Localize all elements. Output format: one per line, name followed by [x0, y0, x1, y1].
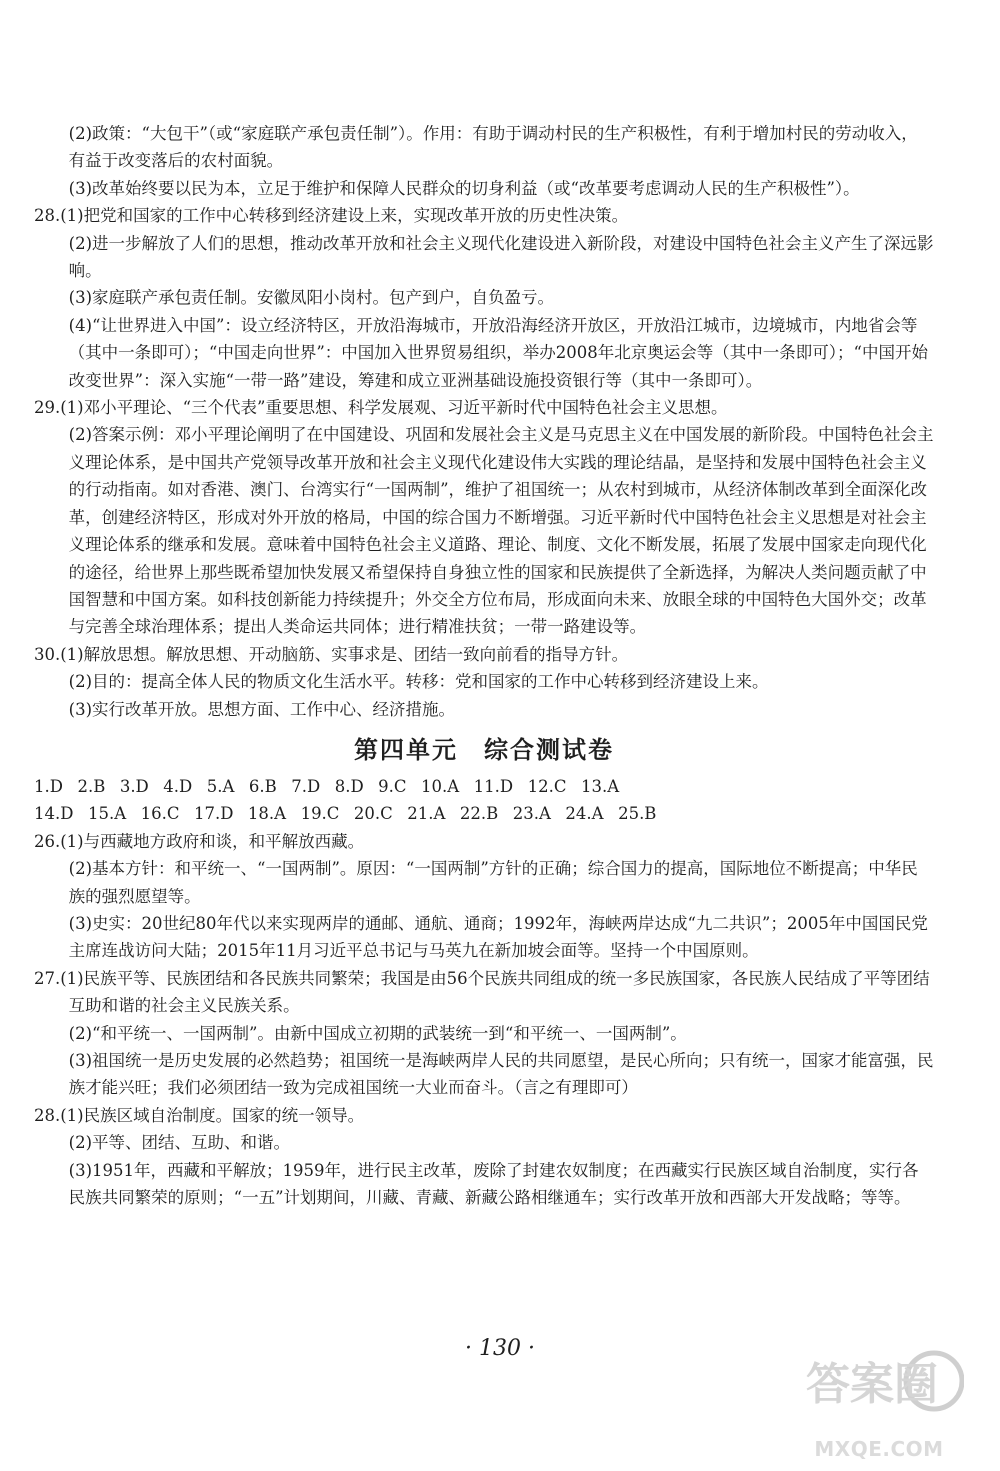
intro-line-2: (3)改革始终要以民为本，立足于维护和保障人民群众的切身利益（或“改革要考虑调动人民的生产积极性”）。	[68, 178, 860, 198]
watermark-icon	[794, 1341, 964, 1431]
q27-part3: (3)祖国统一是历史发展的必然趋势；祖国统一是海峡两岸人民的共同愿望，是民心所向；只有统一，国家才能富强，民族才能兴旺；我们必须团结一致为完成祖国统一大业而奋斗。（言之有理即可）	[68, 1051, 934, 1098]
q27-block	[34, 965, 934, 1102]
question-number: 28.	[34, 206, 61, 226]
choice-answers-row-1: 1.D 2.B 3.D 4.D 5.A 6.B 7.D 8.D 9.C 10.A 11.D 12.C 13.A	[34, 776, 620, 796]
page-number: · 130 ·	[465, 1336, 535, 1361]
q26-block	[34, 828, 934, 965]
q28-part2: (2)进一步解放了人们的思想，推动改革开放和社会主义现代化建设进入新阶段，对建设中国特色社会主义产生了深远影响。	[68, 233, 934, 281]
q26-part2: (2)基本方针：和平统一、“一国两制”。原因：“一国两制”方针的正确；综合国力的提高，国际地位不断提高；中华民族的强烈愿望等。	[68, 859, 918, 906]
q30-block	[34, 641, 934, 723]
question-number: 28.	[34, 1105, 61, 1125]
watermark-url: MXQE.COM	[814, 1437, 944, 1461]
answer-page-content	[34, 120, 934, 1211]
q28b-part3: (3)1951年，西藏和平解放；1959年，进行民主改革，废除了封建农奴制度；在西藏实行民族区域自治制度，实行各民族共同繁荣的原则；“一五”计划期间，川藏、青藏、新藏公路相继通车；实行改革开放和西部大开发战略；等等。	[68, 1160, 919, 1208]
question-number: 26.	[34, 831, 61, 851]
question-number: 27.	[34, 968, 61, 988]
q26-part1: 26.(1)与西藏地方政府和谈，和平解放西藏。	[34, 831, 365, 851]
q29-part2: (2)答案示例：邓小平理论阐明了在中国建设、巩固和发展社会主义是马克思主义在中国发展的新阶段。中国特色社会主义理论体系，是中国共产党领导改革开放和社会主义现代化建设伟大实践的理论结晶，是坚持和发展中国特色社会主义的行动指南。如对香港、澳门、台湾实行“一国两制”，维护了祖国统一；从农村到城市，从经济体制改革到全面深化改革，创建经济特区，形成对外开放的格局，中国的综合国力不断增强。习近平新时代中国特色社会主义思想是对社会主义理论体系的继承和发展。意味着中国特色社会主义道路、理论、制度、文化不断发展，拓展了发展中国家走向现代化的途径，给世界上那些既希望加快发展又希望保持自身独立性的国家和民族提供了全新选择，为解决人类问题贡献了中国智慧和中国方案。如科技创新能力持续提升；外交全方位布局，形成面向未来、放眼全球的中国特色大国外交；改革与完善全球治理体系；提出人类命运共同体；进行精准扶贫；一带一路建设等。	[68, 425, 934, 637]
unit-title: 第四单元 综合测试卷	[354, 734, 614, 764]
watermark-logo	[794, 1341, 964, 1461]
q30-part2: (2)目的：提高全体人民的物质文化生活水平。转移：党和国家的工作中心转移到经济建设上来。	[68, 672, 769, 692]
choice-answers-row-2: 14.D 15.A 16.C 17.D 18.A 19.C 20.C 21.A 22.B 23.A 24.A 25.B	[34, 804, 657, 824]
q28b-part2: (2)平等、团结、互助、和谐。	[68, 1133, 291, 1153]
q28-part3: (3)家庭联产承包责任制。安徽凤阳小岗村。包产到户，自负盈亏。	[68, 288, 555, 308]
q27-part1: 27.(1)民族平等、民族团结和各民族共同繁荣；我国是由56个民族共同组成的统一多民族国家，各民族人民结成了平等团结互助和谐的社会主义民族关系。	[34, 968, 930, 1016]
question-number: 30.	[34, 644, 61, 664]
q28-block	[34, 202, 934, 394]
q26-part3: (3)史实：20世纪80年代以来实现两岸的通邮、通航、通商；1992年，海峡两岸达成“九二共识”；2005年中国国民党主席连战访问大陆；2015年11月习近平总书记与马英九在新加坡会面等。坚持一个中国原则。	[68, 913, 928, 961]
q29-part1: 29.(1)邓小平理论、“三个代表”重要思想、科学发展观、习近平新时代中国特色社会主义思想。	[34, 398, 728, 418]
q30-part3: (3)实行改革开放。思想方面、工作中心、经济措施。	[68, 699, 456, 719]
q27-part2: (2)“和平统一、一国两制”。由新中国成立初期的武装统一到“和平统一、一国两制”。	[68, 1023, 687, 1043]
svg-text:答案圈: 答案圈	[806, 1359, 938, 1410]
question-number: 29.	[34, 398, 61, 418]
q29-block	[34, 394, 934, 641]
q28-part1: 28.(1)把党和国家的工作中心转移到经济建设上来，实现改革开放的历史性决策。	[34, 206, 629, 226]
q28-part4: (4)“让世界进入中国”：设立经济特区，开放沿海城市，开放沿海经济开放区，开放沿江城市，边境城市，内地省会等（其中一条即可）；“中国走向世界”：中国加入世界贸易组织，举办2008年北京奥运会等（其中一条即可）；“中国开始改变世界”：深入实施“一带一路”建设，筹建和成立亚洲基础设施投资银行等（其中一条即可）。	[68, 315, 928, 390]
q28b-part1: 28.(1)民族区域自治制度。国家的统一领导。	[34, 1105, 365, 1125]
intro-line-1: (2)政策：“大包干”（或“家庭联产承包责任制”）。作用：有助于调动村民的生产积极性，有利于增加村民的劳动收入，有益于改变落后的农村面貌。	[68, 124, 918, 171]
q30-part1: 30.(1)解放思想。解放思想、开动脑筋、实事求是、团结一致向前看的指导方针。	[34, 644, 629, 664]
q28b-block	[34, 1102, 934, 1212]
